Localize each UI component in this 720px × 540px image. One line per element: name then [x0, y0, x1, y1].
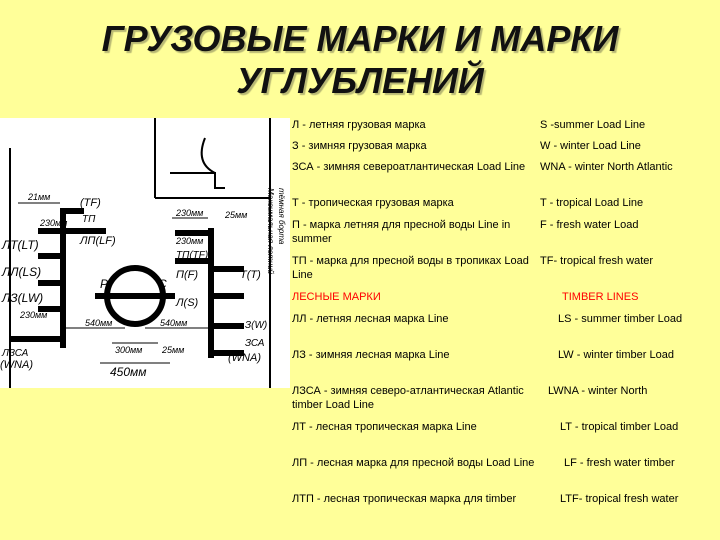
- load-line-drawing: [0, 118, 290, 388]
- timber-header-ru: ЛЕСНЫЕ МАРКИ: [292, 291, 381, 303]
- timber-ls-ru: ЛЛ - летняя лесная марка Line: [292, 313, 449, 325]
- label-right-w: З(W): [245, 320, 268, 331]
- mark-f-en: F - fresh water Load: [540, 219, 639, 231]
- dim-540-a: 540мм: [85, 318, 113, 328]
- dim-25b: 25мм: [162, 345, 185, 355]
- timber-lwna-en: LWNA - winter North: [548, 385, 648, 397]
- dim-230-b: 230мм: [176, 208, 204, 218]
- dim-540-b: 540мм: [160, 318, 188, 328]
- dim-21: 21мм: [28, 192, 51, 202]
- timber-lt-en: LT - tropical timber Load: [560, 421, 679, 433]
- dim-230-d: 230мм: [20, 310, 48, 320]
- label-right-f: П(F): [176, 269, 199, 281]
- label-lw: ЛЗ(LW): [2, 291, 44, 305]
- timber-lw-ru: ЛЗ - зимняя лесная марка Line: [292, 349, 450, 361]
- mark-wna-en: WNA - winter North Atlantic: [540, 161, 673, 173]
- letter-c: C: [158, 277, 167, 291]
- mark-tf-en: TF- tropical fresh water: [540, 255, 654, 267]
- label-right-s: Л(S): [176, 297, 199, 309]
- dim-450: 450мм: [110, 365, 147, 379]
- label-tf-ru: ТП: [82, 214, 96, 225]
- timber-lf-ru: ЛП - лесная марка для пресной воды Load Line: [292, 457, 535, 469]
- title-line-2: УГЛУБЛЕНИЙ: [236, 60, 484, 101]
- mark-w-en: W - winter Load Line: [540, 140, 641, 152]
- label-ls: ЛЛ(LS): [2, 265, 42, 279]
- dim-300: 300мм: [115, 345, 143, 355]
- mark-s-ru: Л - летняя грузовая марка: [292, 119, 426, 131]
- label-right-t: Т(Т): [240, 269, 261, 281]
- dim-230-c: 230мм: [176, 236, 204, 246]
- label-tf: (TF): [80, 197, 101, 209]
- timber-ls-en: LS - summer timber Load: [558, 313, 683, 325]
- timber-lw-en: LW - winter timber Load: [558, 349, 674, 361]
- timber-ltf-ru: ЛТП - лесная тропическая марка для timber: [292, 493, 517, 505]
- dim-230-a: 230мм: [40, 218, 68, 228]
- page-title: [0, 18, 720, 102]
- timber-ltf-en: LTF- tropical fresh water: [560, 493, 679, 505]
- label-wna-side: (WNA): [0, 359, 33, 371]
- mark-t-ru: Т - тропическая грузовая марка: [292, 197, 454, 209]
- mark-w-ru: З - зимняя грузовая марка: [292, 140, 427, 152]
- label-right-tf: ТП(TF): [176, 250, 209, 261]
- timber-lt-ru: ЛТ - лесная тропическая марка Line: [292, 421, 477, 433]
- mark-wna-ru: ЗСА - зимняя североатлантическая Load Line: [292, 161, 526, 173]
- label-right-wna: ЗСА: [245, 338, 265, 349]
- mark-tf-ru: ТП - марка для пресной воды в тропиках Load Line: [292, 255, 529, 281]
- letter-p: P: [100, 277, 109, 291]
- label-right-wna-en: (WNA): [228, 352, 261, 364]
- vertical-label-2: тёмная борта: [277, 188, 286, 245]
- timber-header-en: TIMBER LINES: [562, 291, 639, 303]
- mark-t-en: T - tropical Load Line: [540, 197, 644, 209]
- dim-25: 25мм: [225, 210, 248, 220]
- load-line-diagram: [0, 118, 290, 388]
- timber-lf-en: LF - fresh water timber: [564, 457, 675, 469]
- vertical-label-1: Максимальная летний: [266, 188, 275, 275]
- timber-lwna-ru: ЛЗСА - зимняя северо-атлантическая Atlantic timber Load Line: [292, 385, 524, 411]
- mark-f-ru: П - марка летняя для пресной воды Line in summer: [292, 219, 511, 245]
- title-line-1: ГРУЗОВЫЕ МАРКИ И МАРКИ: [101, 18, 619, 59]
- label-ltf: ЛП(LF): [80, 235, 116, 247]
- label-lt: ЛТ(LT): [2, 238, 39, 252]
- label-lwna: ЛЗСА: [2, 348, 29, 359]
- mark-s-en: S -summer Load Line: [540, 119, 646, 131]
